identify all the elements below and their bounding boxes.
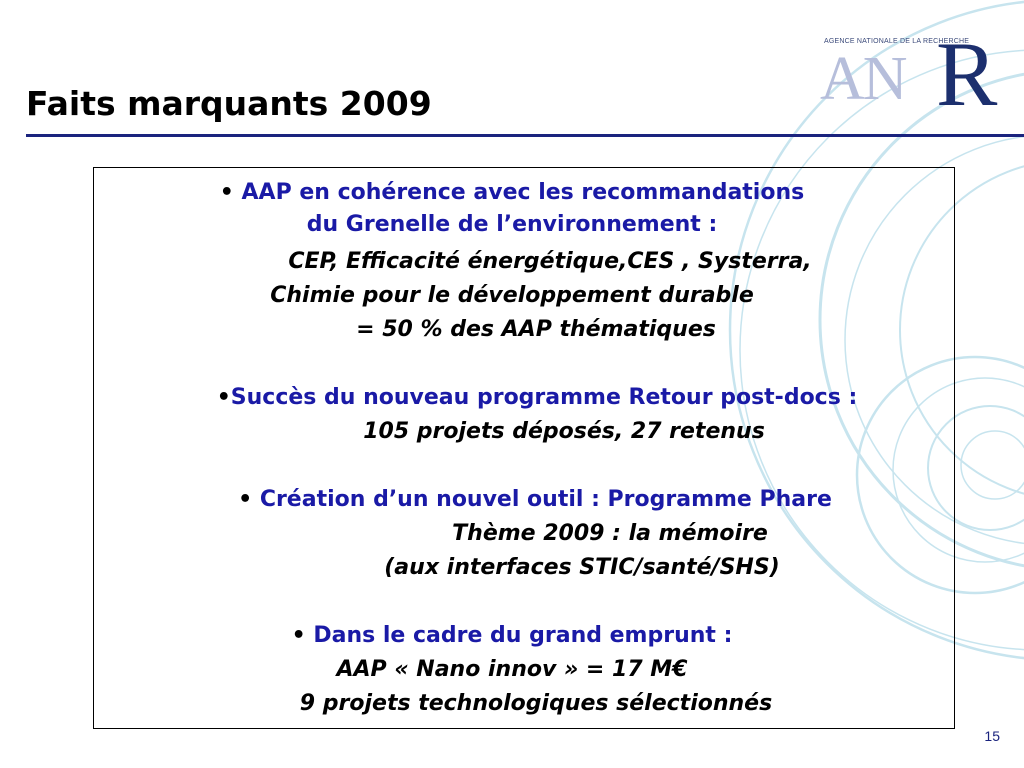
bullet-3-detail-line-2-row — [0, 550, 1024, 584]
bullet-1-heading-line-2: du Grenelle de l’environnement : — [306, 211, 718, 237]
bullet-1-marker: • — [219, 179, 242, 205]
bullet-4-detail-line-1-row — [0, 652, 1024, 686]
bullet-3-detail-line-2: (aux interfaces STIC/santé/SHS) — [384, 554, 780, 580]
bullet-1-detail-line-1-row — [0, 244, 1024, 278]
slide-title: Faits marquants 2009 — [26, 84, 432, 123]
bullet-2-marker: • — [216, 384, 231, 410]
bullet-1-detail-line-3: = 50 % des AAP thématiques — [356, 316, 716, 342]
bullet-4-detail-line-2: 9 projets technologiques sélectionnés — [299, 690, 773, 716]
bullet-1-detail-line-3-row — [0, 312, 1024, 346]
bullet-2-heading-row — [0, 380, 1024, 414]
anr-logo — [818, 23, 1008, 125]
page-number: 15 — [984, 728, 1000, 744]
logo-r-letter: R — [936, 23, 998, 125]
logo-tagline: AGENCE NATIONALE DE LA RECHERCHE — [824, 38, 970, 45]
bullet-1-detail-line-1: CEP, Efficacité énergétique,CES , Systerra, — [288, 248, 812, 274]
title-underline — [26, 134, 1024, 137]
bullet-2-detail-row — [0, 414, 1024, 448]
bullet-4-marker: • — [291, 622, 314, 648]
logo-an-letters: AN — [820, 45, 906, 113]
bullet-1-heading: AAP en cohérence avec les recommandations — [241, 179, 805, 205]
bullet-3-heading-row — [0, 482, 1024, 516]
bullet-4-heading: Dans le cadre du grand emprunt : — [313, 622, 733, 648]
bullet-3-detail-line-1-row — [0, 516, 1024, 550]
bullet-4-detail-line-2-row — [0, 686, 1024, 720]
bullet-1-detail-line-2-row — [0, 278, 1024, 312]
bullet-3-heading: Création d’un nouvel outil : Programme Phare — [259, 486, 832, 512]
bullet-3-marker: • — [238, 486, 260, 512]
bullet-4-detail-line-1: AAP « Nano innov » = 17 M€ — [336, 656, 688, 682]
bullet-4-heading-row — [0, 618, 1024, 652]
bullet-1-heading-line-1 — [0, 175, 1024, 209]
bullet-2-heading: Succès du nouveau programme Retour post-docs : — [230, 384, 858, 410]
bullet-2-detail: 105 projets déposés, 27 retenus — [363, 418, 765, 444]
bullet-1-heading-line-2-row — [0, 207, 1024, 241]
bullet-1-detail-line-2: Chimie pour le développement durable — [270, 282, 754, 308]
bullet-3-detail-line-1: Thème 2009 : la mémoire — [452, 520, 768, 546]
